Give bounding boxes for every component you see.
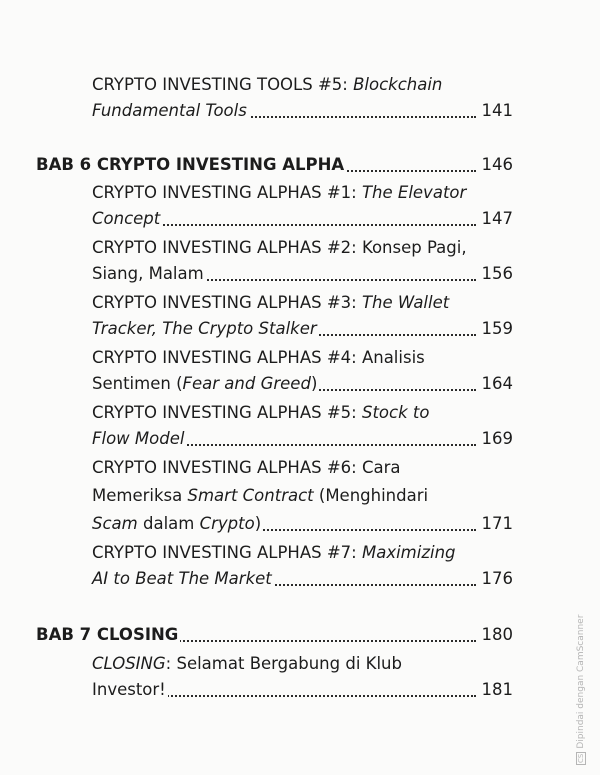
page-number: 180 (481, 625, 513, 644)
toc-entry-label: Flow Model (92, 426, 186, 452)
toc-entry-alpha4[interactable] (0, 371, 600, 397)
toc-entry-label: Concept (92, 206, 162, 232)
page-number: 146 (481, 155, 513, 174)
toc-chapter-bab7[interactable] (0, 622, 600, 648)
scanner-watermark: CSDipindai dengan CamScanner (576, 614, 586, 763)
toc-entry-alpha2-line1: CRYPTO INVESTING ALPHAS #2: Konsep Pagi, (92, 238, 467, 257)
page-number: 169 (481, 429, 513, 448)
toc-entry-label: Tracker, The Crypto Stalker (92, 316, 319, 342)
toc-entry-alpha5-line1: CRYPTO INVESTING ALPHAS #5: Stock to (92, 403, 430, 422)
page-number: 156 (481, 264, 513, 283)
toc-entry-label: Scam dalam Crypto) (92, 511, 263, 537)
toc-entry-alpha6-line2: Memeriksa Smart Contract (Menghindari (92, 486, 429, 505)
page-number: 164 (481, 374, 513, 393)
toc-entry-alpha6-line1: CRYPTO INVESTING ALPHAS #6: Cara (92, 458, 401, 477)
toc-entry-alpha1-line1: CRYPTO INVESTING ALPHAS #1: The Elevator (92, 183, 467, 202)
toc-entry-closing[interactable] (0, 677, 600, 703)
page-number: 176 (481, 569, 513, 588)
toc-entry-label: Sentimen (Fear and Greed) (92, 371, 319, 397)
toc-entry-alpha3-line1: CRYPTO INVESTING ALPHAS #3: The Wallet (92, 293, 450, 312)
toc-entry-label: Siang, Malam (92, 261, 206, 287)
page-number: 171 (481, 514, 513, 533)
toc-entry-tools5[interactable] (0, 98, 600, 124)
page-number: 147 (481, 209, 513, 228)
toc-entry-alpha4-line1: CRYPTO INVESTING ALPHAS #4: Analisis (92, 348, 425, 367)
toc-entry-alpha5[interactable] (0, 426, 600, 452)
toc-entry-closing-line1: CLOSING: Selamat Bergabung di Klub (92, 654, 402, 673)
toc-entry-alpha7-line1: CRYPTO INVESTING ALPHAS #7: Maximizing (92, 543, 456, 562)
toc-entry-label: Fundamental Tools (92, 98, 249, 124)
toc-entry-label: Investor! (92, 677, 168, 703)
toc-entry-alpha2[interactable] (0, 261, 600, 287)
page-number: 141 (481, 101, 513, 120)
toc-chapter-bab6[interactable] (0, 152, 600, 178)
toc-entry-alpha6[interactable] (0, 511, 600, 537)
chapter-title: BAB 7 CLOSING (36, 622, 180, 648)
toc-entry-tools5-line1: CRYPTO INVESTING TOOLS #5: Blockchain (92, 75, 443, 94)
chapter-title: BAB 6 CRYPTO INVESTING ALPHA (36, 152, 346, 178)
page-number: 159 (481, 319, 513, 338)
page-number: 181 (481, 680, 513, 699)
toc-entry-label: AI to Beat The Market (92, 566, 274, 592)
toc-entry-alpha7[interactable] (0, 566, 600, 592)
camscanner-logo-icon: CS (577, 753, 585, 763)
toc-entry-alpha3[interactable] (0, 316, 600, 342)
toc-entry-alpha1[interactable] (0, 206, 600, 232)
